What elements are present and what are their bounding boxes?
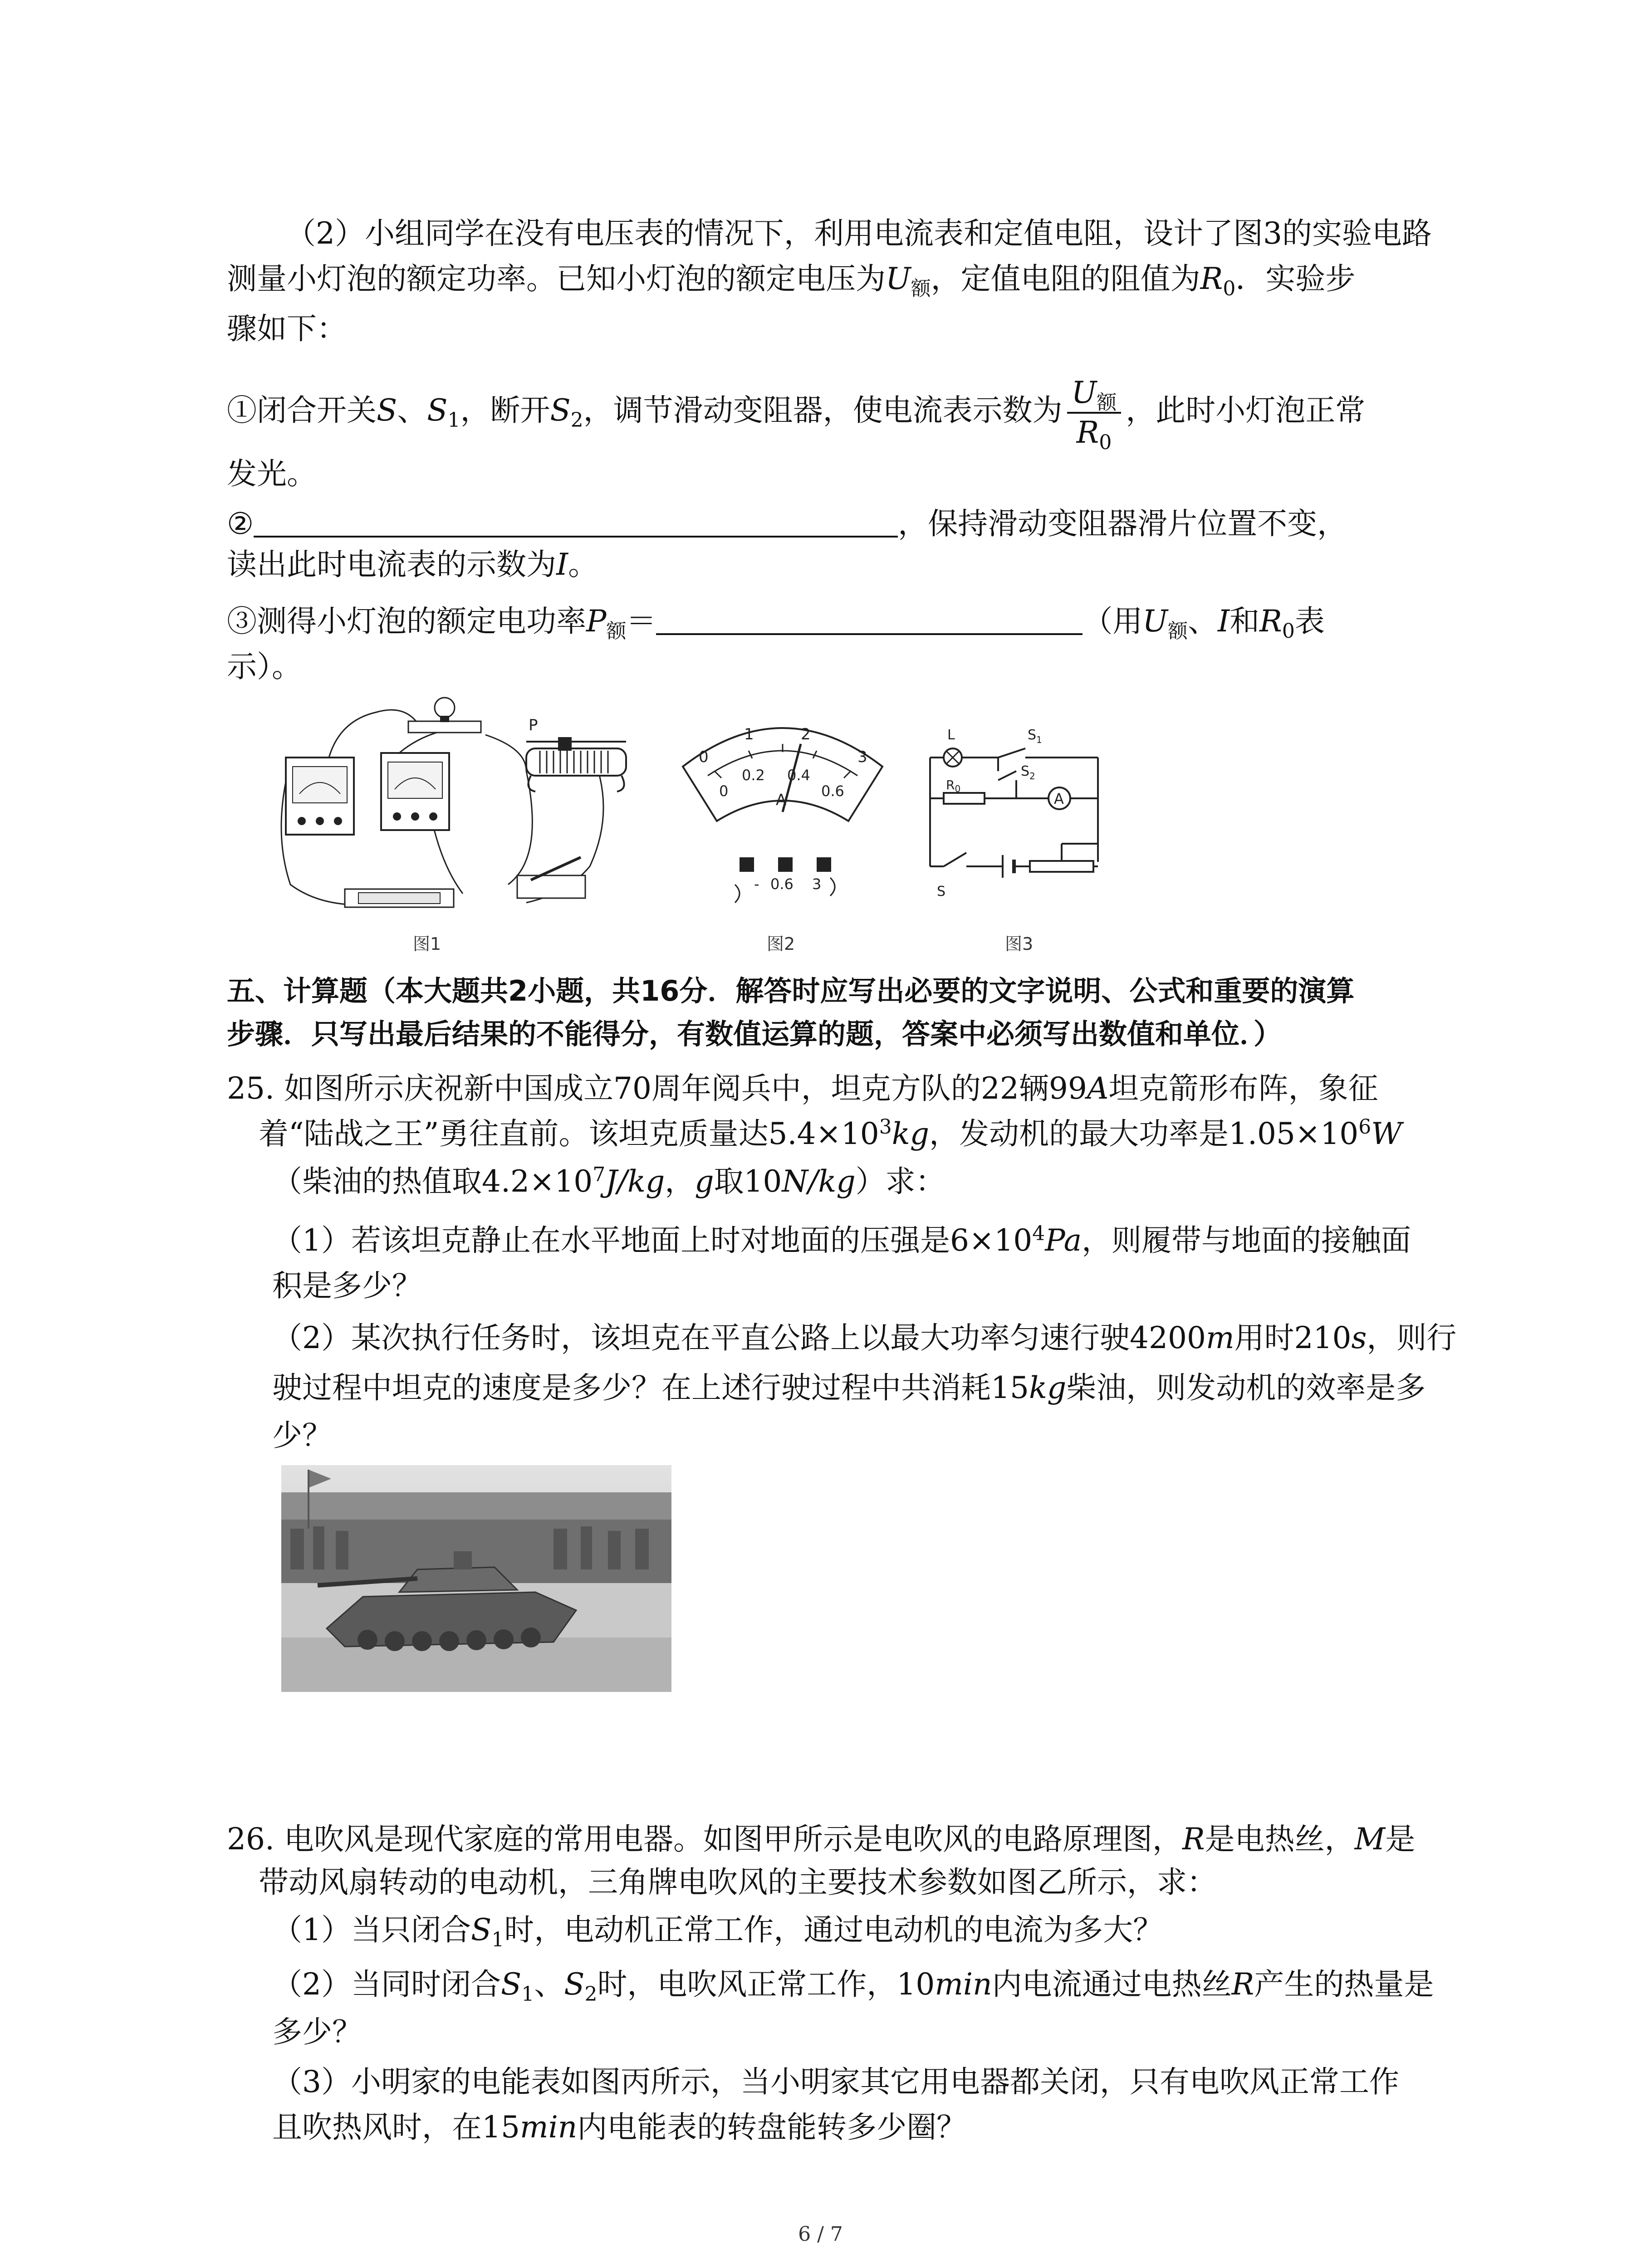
ammeter-device — [286, 758, 354, 835]
step2-line: ② ，保持滑动变阻器滑片位置不变， — [227, 506, 1347, 541]
q25-part2-cont2: 少？ — [272, 1418, 332, 1453]
q25-line3: （柴油的热值取$4.2\times 10^7J/kg$，g取10N/kg）求： — [272, 1163, 945, 1199]
battery-holder — [345, 889, 454, 907]
figure-3-circuit-schematic — [912, 717, 1112, 916]
step3-continuation: 示）。 — [227, 649, 302, 684]
q24-part2-line1: （2）小组同学在没有电压表的情况下，利用电流表和定值电阻，设计了图3的实验电路 — [286, 216, 1432, 251]
knife-switch — [517, 857, 585, 898]
tank-parade-photo — [281, 1465, 671, 1692]
q25-part2: （2）某次执行任务时，该坦克在平直公路上以最大功率匀速行驶4200m用时210s，则行 — [272, 1320, 1457, 1355]
svg-text:P: P — [529, 716, 538, 734]
step1-line: ①闭合开关S、$S_1$，断开$S_2$，调节滑动变阻器，使电流表示数为 $\frac{U_额}{R_0}$ ，此时小灯泡正常 — [227, 365, 1365, 456]
ammeter-symbol — [1048, 787, 1070, 809]
figure-2-caption: 图2 — [767, 934, 795, 954]
svg-text:2: 2 — [801, 725, 811, 743]
svg-text:0.6: 0.6 — [770, 875, 794, 893]
svg-text:1: 1 — [744, 725, 754, 743]
section-5-heading-line1: 五、计算题（本大题共2小题，共16分．解答时应写出必要的文字说明、公式和重要的演算 — [227, 974, 1355, 1007]
svg-text:3: 3 — [812, 875, 822, 893]
q26-part3: （3）小明家的电能表如图丙所示，当小明家其它用电器都关闭，只有电吹风正常工作 — [272, 2064, 1399, 2099]
svg-text:S1: $S_1$ — [1028, 727, 1042, 745]
svg-text:L: L — [947, 727, 955, 743]
q25-part1-cont: 积是多少？ — [272, 1268, 422, 1303]
figure-2-ammeter-dial — [676, 708, 889, 921]
lamp-symbol — [944, 748, 962, 767]
q25-part2-cont: 驶过程中坦克的速度是多少？在上述行驶过程中共消耗15kg柴油，则发动机的效率是多 — [272, 1370, 1426, 1405]
q24-part2-line2: 测量小灯泡的额定功率。已知小灯泡的额定电压为$U_额$，定值电阻的阻值为$R_0$．实验步 — [227, 261, 1356, 301]
step3-answer-blank[interactable] — [656, 603, 1083, 635]
q25-line2: 着“陆战之王”勇往直前。该坦克质量达$5.4\times 10^3kg$，发动机的最大功率是$1.05\times 10^6W$ — [259, 1115, 1402, 1151]
q26-part2: （2）当同时闭合$S_1$、$S_2$时，电吹风正常工作，10min内电流通过电热丝R产生的热量是 — [272, 1967, 1434, 2006]
svg-text:0.2: 0.2 — [742, 767, 765, 784]
step1-continuation: 发光。 — [227, 456, 317, 491]
svg-text:S: S — [937, 884, 946, 899]
q24-part2-line3: 骤如下： — [227, 311, 347, 346]
svg-text:-: - — [754, 875, 759, 893]
q26-line2: 带动风扇转动的电动机，三角牌电吹风的主要技术参数如图乙所示，求： — [259, 1865, 1217, 1900]
section-5-heading-line2: 步骤．只写出最后结果的不能得分，有数值运算的题，答案中必须写出数值和单位．） — [227, 1017, 1282, 1051]
svg-text:0.4: 0.4 — [787, 767, 810, 784]
page-number: 6 / 7 — [798, 2223, 843, 2246]
svg-text:3: 3 — [857, 748, 867, 766]
rheostat-device — [526, 716, 626, 792]
bulb-holder — [408, 698, 481, 733]
svg-text:A: A — [1054, 790, 1064, 807]
step2-continuation: 读出此时电流表的示数为I。 — [227, 547, 598, 582]
step2-answer-blank[interactable] — [254, 506, 898, 538]
q25-part1: （1）若该坦克静止在水平地面上时对地面的压强是$6\times 10^4Pa$，则履带与地面的接触面 — [272, 1222, 1411, 1258]
svg-text:S2: $S_2$ — [1021, 763, 1035, 782]
step3-line: ③测得小灯泡的额定电功率$P_额=$ （用$U_额$、I和$R_0$表 — [227, 604, 1325, 643]
voltmeter-device — [381, 753, 449, 830]
q26-part1: （1）当只闭合$S_1$时，电动机正常工作，通过电动机的电流为多大？ — [272, 1912, 1163, 1952]
svg-text:0.6: 0.6 — [821, 782, 844, 800]
current-fraction: $\frac{U_额}{R_0}$ — [1067, 374, 1122, 452]
svg-text:0: 0 — [699, 748, 709, 766]
q26-part2-cont: 多少？ — [272, 2014, 362, 2049]
q26-line1: 26. 电吹风是现代家庭的常用电器。如图甲所示是电吹风的电路原理图，R是电热丝，M是 — [227, 1822, 1416, 1857]
svg-text:R0: $R_0$ — [946, 777, 961, 794]
figure-1-circuit-apparatus — [272, 694, 671, 921]
svg-text:0: 0 — [719, 782, 729, 800]
q25-line1: 25. 如图所示庆祝新中国成立70周年阅兵中，坦克方队的22辆99A坦克箭形布阵，象征 — [227, 1071, 1378, 1106]
figure-1-caption: 图1 — [413, 934, 441, 954]
svg-text:A: A — [776, 791, 787, 809]
figure-3-caption: 图3 — [1005, 934, 1034, 954]
q26-part3-cont: 且吹热风时，在15min内电能表的转盘能转多少圈？ — [272, 2110, 967, 2145]
